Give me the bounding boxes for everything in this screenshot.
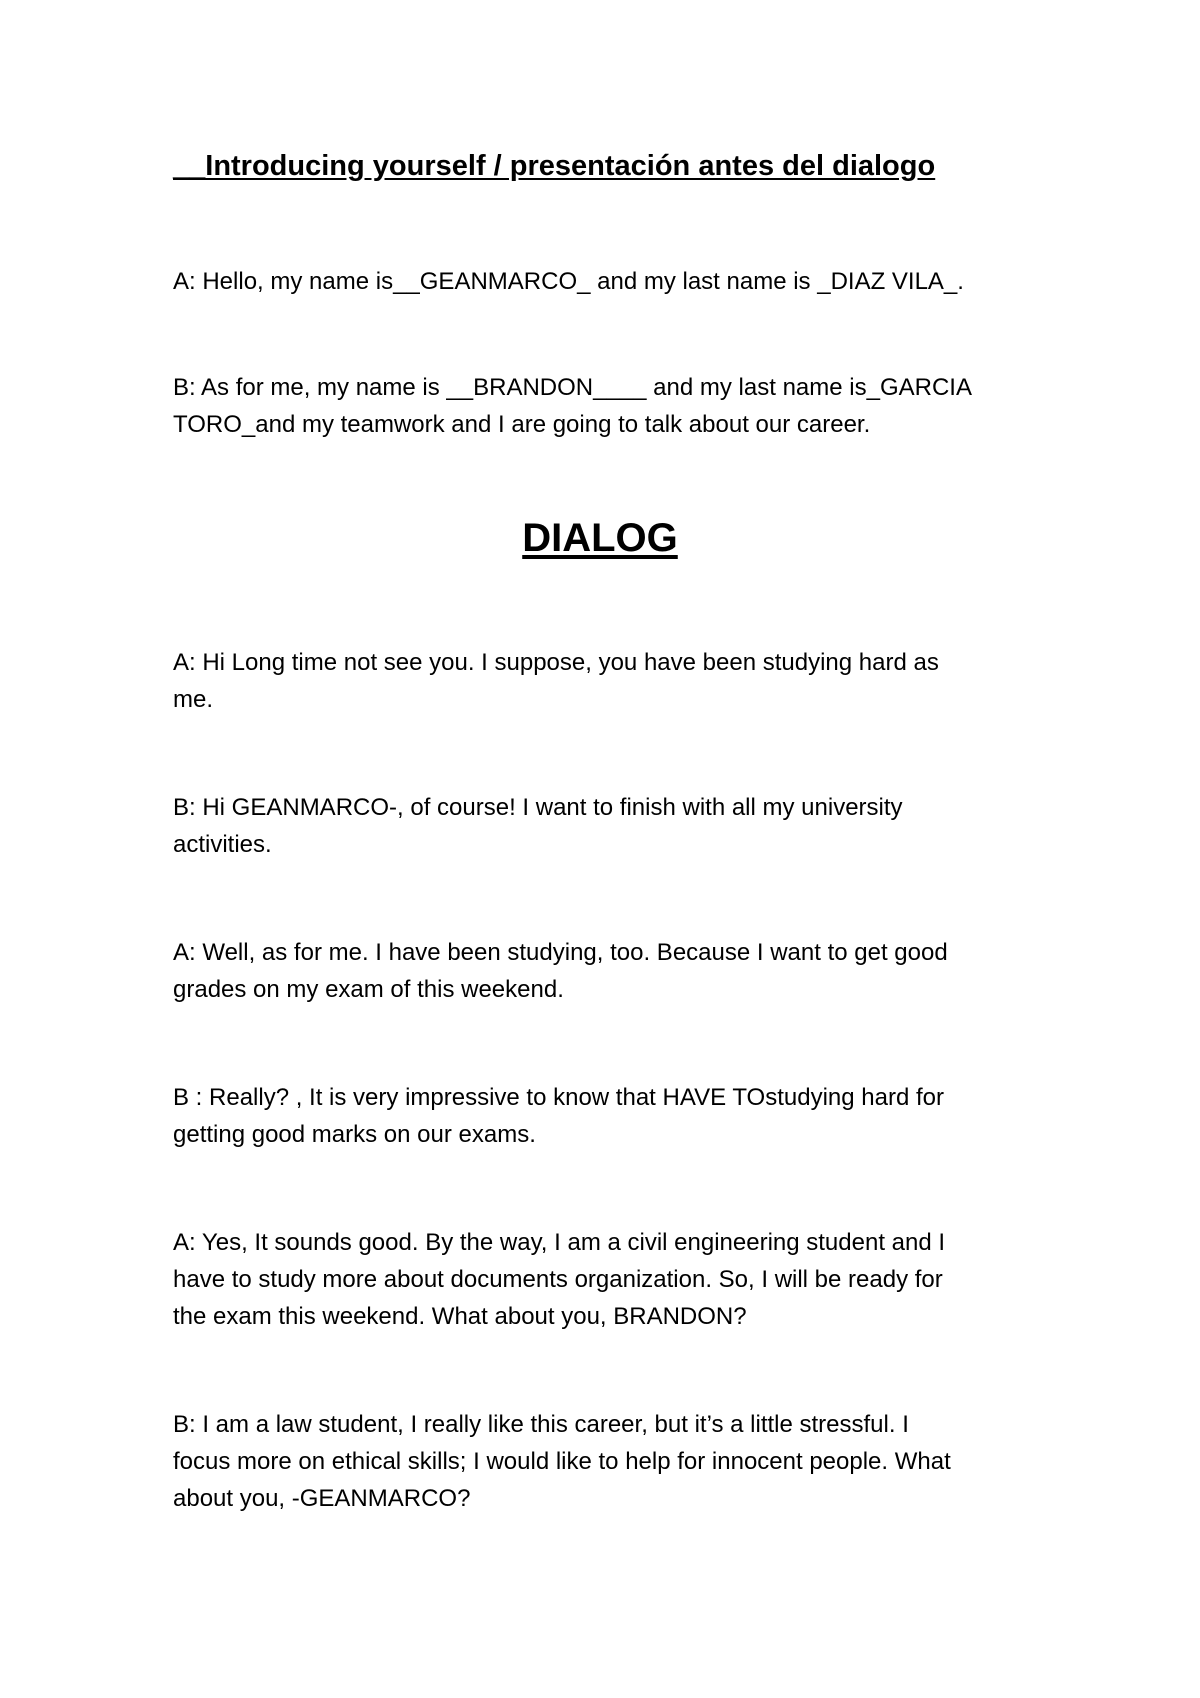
text-line: the exam this weekend. What about you, BRANDON? — [173, 1303, 747, 1330]
text-line: B: Hi GEANMARCO-, of course! I want to finish with all my university — [173, 794, 903, 821]
text-line: A: Well, as for me. I have been studying, too. Because I want to get good — [173, 939, 948, 966]
text-line: focus more on ethical skills; I would like to help for innocent people. What — [173, 1448, 951, 1475]
intro-paragraph-b — [173, 369, 1043, 443]
text-line: A: Yes, It sounds good. By the way, I am a civil engineering student and I — [173, 1229, 946, 1256]
text-line: about you, -GEANMARCO? — [173, 1485, 471, 1512]
document-title: __Introducing yourself / presentación antes del dialogo — [173, 150, 936, 182]
text-line: B: I am a law student, I really like this career, but it’s a little stressful. I — [173, 1411, 909, 1438]
dialog-line-2 — [173, 789, 1043, 863]
text-line: A: Hi Long time not see you. I suppose, you have been studying hard as — [173, 649, 939, 676]
text-line: A: Hello, my name is__GEANMARCO_ and my last name is _DIAZ VILA_. — [173, 268, 964, 295]
text-line: B : Really? , It is very impressive to know that HAVE TOstudying hard for — [173, 1084, 944, 1111]
text-line: getting good marks on our exams. — [173, 1121, 536, 1148]
intro-paragraph-a — [173, 263, 1043, 300]
text-line: activities. — [173, 831, 272, 858]
text-line: B: As for me, my name is __BRANDON____ and my last name is_GARCIA — [173, 374, 972, 401]
dialog-line-3 — [173, 934, 1043, 1008]
dialog-heading: DIALOG — [522, 516, 678, 560]
text-line: have to study more about documents organization. So, I will be ready for — [173, 1266, 943, 1293]
text-line: TORO_and my teamwork and I are going to talk about our career. — [173, 411, 871, 438]
dialog-line-4 — [173, 1079, 1043, 1153]
text-line: me. — [173, 686, 214, 713]
text-line: grades on my exam of this weekend. — [173, 976, 564, 1003]
dialog-line-6 — [173, 1406, 1043, 1517]
dialog-line-1 — [173, 644, 1043, 718]
dialog-line-5 — [173, 1224, 1043, 1335]
